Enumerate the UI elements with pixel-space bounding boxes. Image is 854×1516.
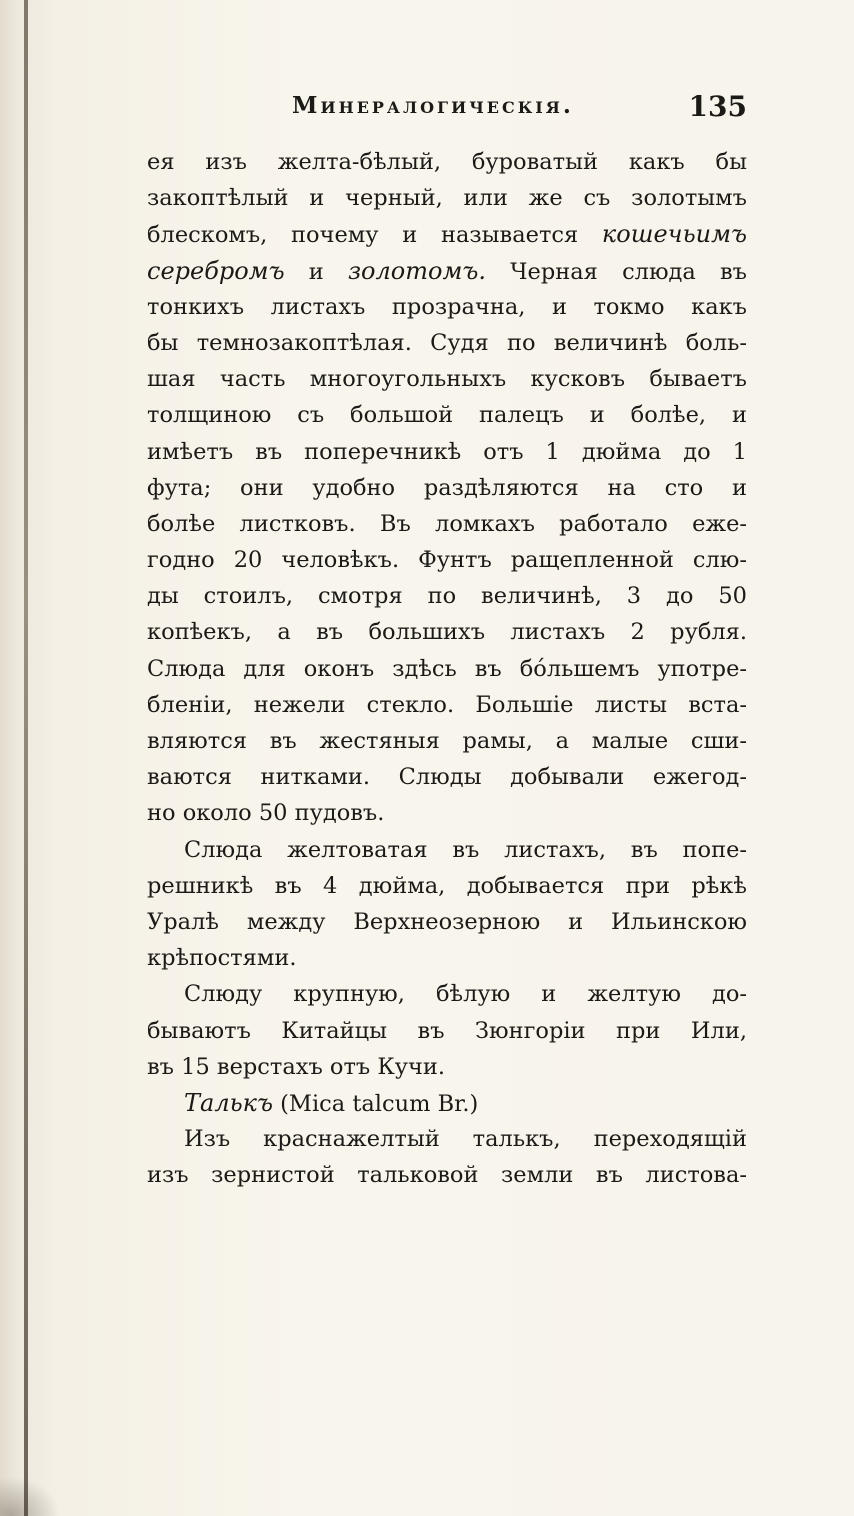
text-run: тонкихъ листахъ прозрачна, и токмо какъ	[147, 293, 747, 320]
page-smudge	[0, 1476, 60, 1516]
text-line	[147, 361, 747, 397]
text-run: Слюда желтоватая въ листахъ, въ попе-	[184, 836, 747, 863]
text-line	[147, 795, 747, 831]
text-run: годно 20 человѣкъ. Фунтъ ращепленной слю-	[147, 547, 747, 574]
binding-rule	[24, 0, 28, 1516]
text-run: но около 50 пудовъ.	[147, 800, 385, 827]
text-run: толщиною съ большой палецъ и болѣе, и	[147, 402, 747, 429]
text-line	[147, 976, 747, 1012]
text-run: Слюду крупную, бѣлую и желтую до-	[184, 981, 747, 1008]
binding-edge	[0, 0, 26, 1516]
text-line	[147, 216, 747, 252]
text-run: болѣе листковъ. Въ ломкахъ работало еже-	[147, 510, 747, 537]
text-run: закоптѣлый и черный, или же съ золотымъ	[147, 185, 747, 212]
text-line	[147, 614, 747, 650]
text-run: бленіи, нежели стекло. Большіе листы вста-	[147, 691, 747, 718]
text-line	[147, 1085, 747, 1121]
text-line	[147, 1013, 747, 1049]
text-line	[147, 1157, 747, 1193]
text-run: крѣпостями.	[147, 945, 297, 972]
text-line	[147, 144, 747, 180]
text-line	[147, 832, 747, 868]
text-run: шая часть многоугольныхъ кусковъ бываетъ	[147, 366, 747, 393]
italic-term: кошечьимъ	[601, 220, 747, 249]
text-line	[147, 325, 747, 361]
italic-term: золотомъ.	[347, 256, 486, 285]
text-line	[147, 759, 747, 795]
text-run: копѣекъ, а въ большихъ листахъ 2 рубля.	[147, 619, 747, 646]
text-line	[147, 904, 747, 940]
text-line	[147, 397, 747, 433]
text-run: фута; они удобно раздѣляются на сто и	[147, 474, 747, 501]
page-number: 135	[688, 90, 747, 123]
text-run: Черная слюда въ	[485, 258, 747, 285]
text-run: ея изъ желта-бѣлый, буроватый какъ бы	[147, 149, 747, 175]
text-run: и	[284, 258, 348, 285]
text-run: блескомъ, почему и называется	[147, 222, 602, 249]
italic-term: серебромъ	[147, 256, 285, 285]
text-line	[147, 940, 747, 976]
text-run: ды стоилъ, смотря по величинѣ, 3 до 50	[147, 583, 747, 610]
page-header	[160, 92, 755, 126]
text-run: (Mica talcum Br.)	[273, 1090, 479, 1117]
text-line	[147, 434, 747, 470]
text-run: изъ зернистой тальковой земли въ листова-	[147, 1162, 747, 1189]
text-run: Изъ краснажелтый талькъ, переходящій	[184, 1126, 747, 1153]
text-run: имѣетъ въ поперечникѣ отъ 1 дюйма до 1	[147, 438, 747, 465]
text-line	[147, 723, 747, 759]
running-title: Минералогическія.	[292, 92, 574, 119]
text-line	[147, 180, 747, 216]
text-line	[147, 868, 747, 904]
italic-term: Талькъ	[184, 1088, 273, 1117]
text-line	[147, 1121, 747, 1157]
text-block	[147, 144, 747, 1193]
text-line	[147, 289, 747, 325]
text-run: ваются нитками. Слюды добывали ежегод-	[147, 764, 747, 791]
text-run: въ 15 верстахъ отъ Кучи.	[147, 1053, 446, 1080]
text-line	[147, 253, 747, 289]
text-line	[147, 542, 747, 578]
text-run: бываютъ Китайцы въ Зюнгоріи при Или,	[147, 1017, 747, 1044]
text-run: вляются въ жестяныя рамы, а малые сши-	[147, 728, 747, 754]
text-line	[147, 506, 747, 542]
text-line	[147, 687, 747, 723]
text-line	[147, 578, 747, 614]
text-line	[147, 470, 747, 506]
text-run: бы темнозакоптѣлая. Судя по величинѣ боль-	[147, 329, 747, 356]
text-line	[147, 1049, 747, 1085]
text-line	[147, 651, 747, 687]
text-run: решникѣ въ 4 дюйма, добывается при рѣкѣ	[147, 872, 747, 899]
text-run: Уралѣ между Верхнеозерною и Ильинскою	[147, 908, 747, 935]
text-run: Слюда для оконъ здѣсь въ бо́льшемъ употре-	[147, 655, 747, 682]
